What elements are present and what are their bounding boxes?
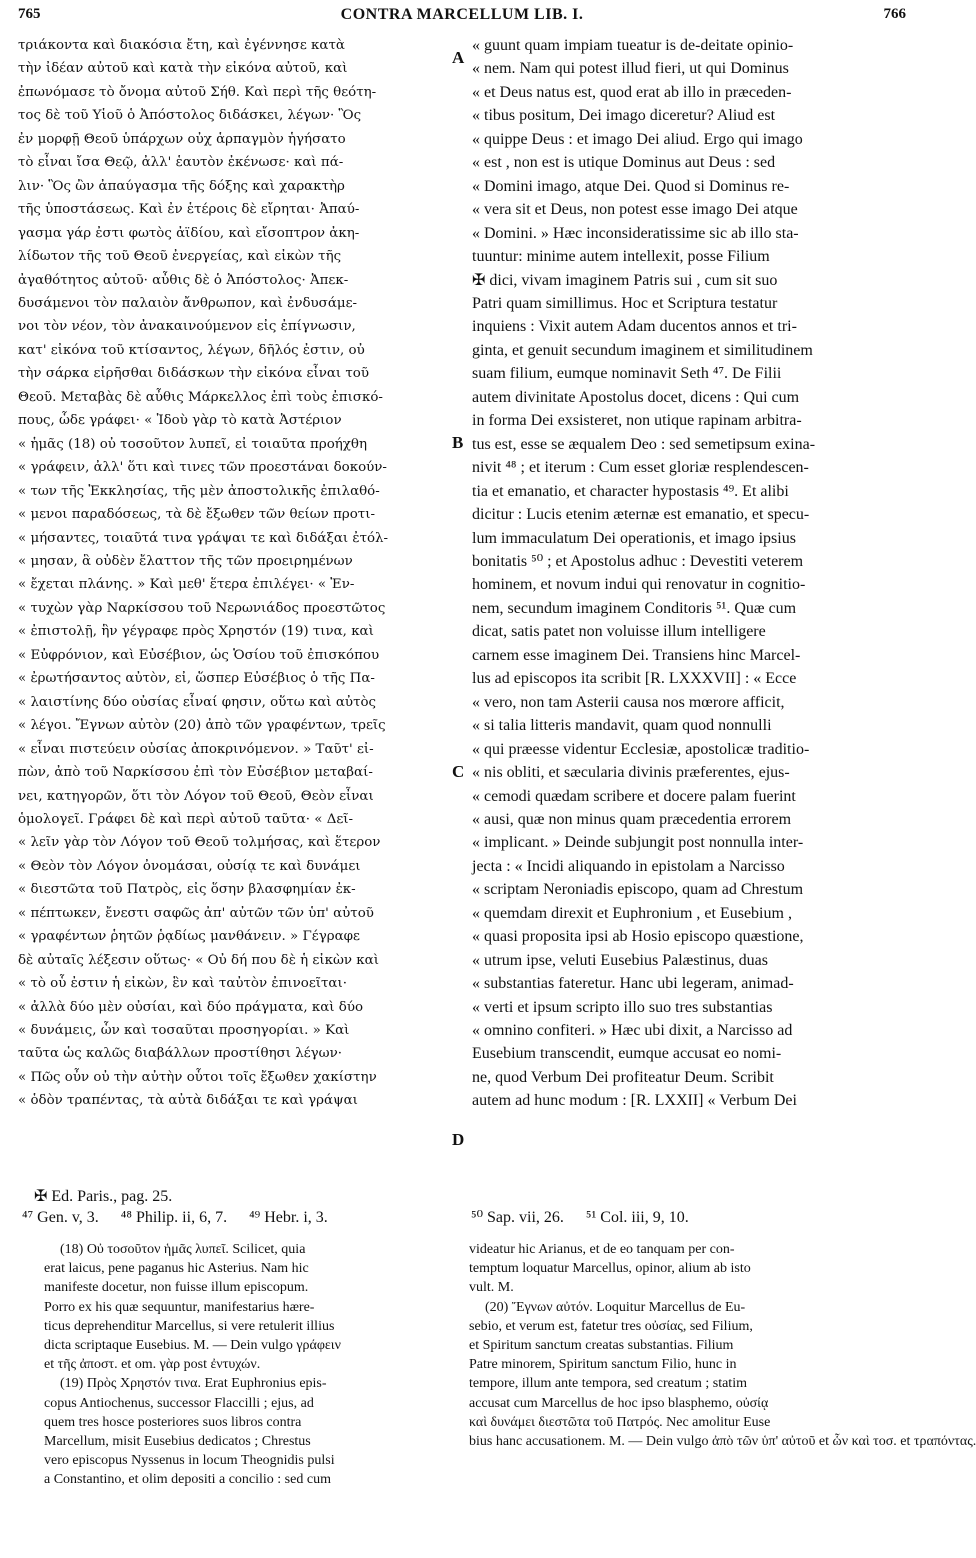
- note-line: accusat cum Marcellus de hoc ipso blasphemo, οὐσίᾳ: [469, 1395, 769, 1411]
- text-line: « ἀλλὰ δύο μὲν οὐσίαι, καὶ δύο πράγματα, καὶ δύο: [18, 999, 364, 1015]
- note-line: (18) Οὐ τοσοῦτον ἡμᾶς λυπεῖ. Scilicet, quia: [60, 1242, 306, 1257]
- text-line: « Πῶς οὖν οὐ τὴν αὐτὴν οὗτοι τοῖς ἔξωθεν χακίστην: [18, 1069, 377, 1085]
- note-line: erat laicus, pene paganus hic Asterius. Nam hic: [44, 1261, 309, 1277]
- text-line: « Θεὸν τὸν Λόγον ὀνομάσαι, οὐσίᾳ τε καὶ δυνάμει: [18, 858, 361, 874]
- text-line: ἐπωνόμασε τὸ ὄνομα αὐτοῦ Σήθ. Καὶ περὶ τῆς θεότη-: [18, 84, 377, 100]
- text-line: « nis obliti, et sæcularia divinis præferentes, ejus-: [472, 764, 790, 782]
- note-line: dicta scriptaque Eusebius. M. — Dein vulgo γράφειν: [44, 1338, 341, 1354]
- text-line: tus est, esse se æqualem Deo : sed semetipsum exina-: [472, 435, 816, 453]
- text-line: « tibus positum, Dei imago diceretur? Aliud est: [472, 107, 776, 125]
- text-line: « est , non est is utique Dominus aut Deus : sed: [472, 154, 776, 172]
- text-line: « πέπτωκεν, ἔνεστι σαφῶς ἀπ' αὐτῶν τῶν ὑπ' αὐτοῦ: [18, 905, 374, 921]
- note-line: tempore, illum ante tempora, sed creatum ; statim: [469, 1376, 747, 1392]
- text-line: suam filium, eumque nominavit Seth ⁴⁷. De Filii: [472, 365, 782, 383]
- text-line: ginta, et genuit secundum imaginem et similitudinem: [472, 341, 813, 359]
- note-line: copus Antiochenus, successor Flaccilli ; ejus, ad: [44, 1395, 314, 1411]
- text-line: « των τῆς Ἐκκλησίας, τῆς μὲν ἀποστολικῆς ἐπιλαθό-: [18, 483, 380, 499]
- text-line: ✠ dici, vivam imaginem Patris sui , cum sit suo: [472, 271, 778, 289]
- text-line: « λεῖν γὰρ τὸν Λόγον τοῦ Θεοῦ τολμήσας, καὶ ἕτερον: [18, 835, 381, 851]
- text-line: « quasi proposita ipsi ab Hosio episcopo quæstione,: [472, 928, 804, 946]
- text-line: νει, κατηγορῶν, ὅτι τὸν Λόγον τοῦ Θεοῦ, Θεὸν εἶναι: [18, 788, 374, 804]
- text-line: Patri quam simillimus. Hoc et Scriptura testatur: [472, 294, 778, 312]
- scripture-ref: ⁴⁹ Hebr. i, 3.: [249, 1209, 328, 1226]
- text-line: « quemdam direxit et Euphronium , et Eusebium ,: [472, 904, 792, 922]
- text-line: « τὸ οὗ ἐστιν ἡ εἰκὼν, ἓν καὶ ταὐτὸν ἐπινοεῖται·: [18, 976, 347, 992]
- text-line: πὼν, ἀπὸ τοῦ Ναρκίσσου ἐπὶ τὸν Εὐσέβιον μεταβαί-: [18, 765, 373, 781]
- scripture-ref: ⁵⁰ Sap. vii, 26.: [471, 1209, 564, 1226]
- text-line: τος δὲ τοῦ Υἱοῦ ὁ Ἀπόστολος διδάσκει, λέγων· Ὃς: [18, 108, 362, 124]
- text-line: « λέγοι. Ἔγνων αὐτὸν (20) ἀπὸ τῶν γραφέντων, τρεῖς: [18, 718, 386, 734]
- text-line: « ἐπιστολῇ, ἣν γέγραφε πρὸς Χρηστόν (19) τινα, καὶ: [18, 624, 374, 640]
- text-line: τὴν ἰδέαν αὐτοῦ καὶ κατὰ τὴν εἰκόνα αὐτοῦ, καὶ: [18, 61, 348, 77]
- scripture-ref: ⁴⁷ Gen. v, 3.: [22, 1209, 99, 1226]
- text-line: « Domini. » Hæc inconsideratissime sic ab illo sta-: [472, 224, 799, 242]
- footnotes-left: [44, 1240, 456, 1490]
- footnotes-right: [469, 1240, 976, 1451]
- margin-letter-b: B: [452, 433, 464, 452]
- text-line: « si talia litteris mandavit, quam quod nonnulli: [472, 717, 772, 735]
- page-number-right: 766: [883, 6, 906, 22]
- text-line: « γράφειν, ἀλλ' ὅτι καὶ τινες τῶν προεστάναι δοκούν-: [18, 460, 387, 476]
- text-line: dicitur : Lucis etenim æternæ est emanatio, et specu-: [472, 506, 810, 524]
- text-line: πους, ὧδε γράφει· « Ἰδοὺ γὰρ τὸ κατὰ Ἀστέριον: [18, 413, 342, 429]
- running-title: CONTRA MARCELLUM LIB. I.: [340, 6, 584, 23]
- margin-letter-c: C: [452, 762, 465, 781]
- text-line: ὁμολογεῖ. Γράφει δὲ καὶ περὶ αὐτοῦ ταῦτα· « Δεῖ-: [18, 811, 354, 827]
- text-line: κατ' εἰκόνα τοῦ κτίσαντος, λέγων, δῆλός ἐστιν, οὐ: [18, 342, 365, 358]
- text-line: νοι τὸν νέον, τὸν ἀνακαινούμενον εἰς ἐπίγνωσιν,: [18, 319, 356, 335]
- text-line: « quippe Deus : et imago Dei aliud. Ergo qui imago: [472, 130, 803, 148]
- text-line: τριάκοντα καὶ διακόσια ἔτη, καὶ ἐγέννησε κατὰ: [18, 38, 345, 53]
- running-header: [18, 6, 906, 30]
- scripture-references: [22, 1207, 904, 1228]
- text-line: autem ad hunc modum : [R. LXXII] « Verbum Dei: [472, 1092, 797, 1110]
- text-line: « omnino confiteri. » Hæc ubi dixit, a Narcisso ad: [472, 1022, 793, 1040]
- note-line: temptum loquatur Marcellus, opinor, alium ab isto: [469, 1261, 751, 1277]
- text-line: « ἔχεται πλάνης. » Καὶ μεθ' ἕτερα ἐπιλέγει· « Ἐν-: [18, 577, 355, 593]
- text-line: Θεοῦ. Μεταβὰς δὲ αὖθις Μάρκελλος ἐπὶ τοὺς ἐπισκό-: [18, 389, 383, 405]
- text-line: « ausi, quæ non minus quam præcedentia errorem: [472, 810, 792, 828]
- text-line: « scriptam Neroniadis episcopo, quam ad Chrestum: [472, 881, 804, 899]
- text-line: tuuntur: minime autem intellexit, posse Filium: [472, 248, 770, 266]
- text-line: « nem. Nam qui potest illud fieri, ut qui Dominus: [472, 60, 789, 78]
- text-line: Eusebium transcendit, eumque accusat eo nomi-: [472, 1045, 782, 1063]
- text-line: « διεστῶτα τοῦ Πατρὸς, εἰς ὅσην βλασφημίαν ἐκ-: [18, 882, 356, 898]
- note-line: καὶ δυνάμει διεστῶτα τοῦ Πατρός. Nec amolitur Euse: [469, 1414, 771, 1430]
- text-line: dicat, satis patet non voluisse illum intelligere: [472, 623, 766, 641]
- note-line: manifeste docetur, non fuisse illum episcopum.: [44, 1280, 309, 1296]
- note-line: bius hanc accusationem. M. — Dein vulgo ἀπὸ τῶν ὑπ' αὐτοῦ et ὧν καὶ τοσ. et τραπόντας.: [469, 1434, 976, 1450]
- note-line: Porro ex his quæ sequuntur, manifestarius hære-: [44, 1299, 315, 1315]
- text-line: « γραφέντων ῥητῶν ῥᾳδίως μανθάνειν. » Γέγραφε: [18, 929, 360, 945]
- text-line: lus ad episcopos ita scribit [R. LXXXVII] : « Ecce: [472, 670, 797, 688]
- text-line: « vera sit et Deus, non potest esse imago Dei atque: [472, 201, 798, 219]
- text-line: « εἶναι πιστεύειν οὐσίας ἀποκρινόμενον. » Ταῦτ' εἰ-: [18, 741, 374, 757]
- text-line: « μενοι παραδόσεως, τὰ δὲ ἔξωθεν τῶν θείων προτι-: [18, 507, 375, 523]
- text-line: lum immaculatum Dei operationis, et imago ipsius: [472, 529, 796, 547]
- text-line: γασμα γάρ ἐστι φωτὸς ἀϊδίου, καὶ εἴσοπτρον ἀκη-: [18, 225, 360, 241]
- text-line: hominem, et novum indui qui renovatur in cognitio-: [472, 576, 806, 594]
- text-line: « λαιστίνης δύο οὐσίας εἶναί φησιν, οὕτω καὶ αὐτὸς: [18, 694, 377, 710]
- text-line: « μήσαντες, τοιαῦτά τινα γράψαι τε καὶ διδάξαι ἐτόλ-: [18, 530, 389, 546]
- text-line: « Εὐφρόνιον, καὶ Εὐσέβιον, ὡς Ὁσίου τοῦ ἐπισκόπου: [18, 647, 380, 663]
- text-line: autem divinitate Apostolus docet, dicens : Qui cum: [472, 388, 800, 406]
- text-line: « Domini imago, atque Dei. Quod si Dominus re-: [472, 177, 790, 195]
- text-line: λίδωτον τῆς τοῦ Θεοῦ ἐνεργείας, καὶ εἰκὼν τῆς: [18, 249, 342, 265]
- text-line: « vero, non tam Asterii causa nos mœrore afficit,: [472, 693, 785, 711]
- text-line: ταῦτα ὡς καλῶς διαβάλλων προστίθησι λέγων·: [18, 1046, 342, 1062]
- note-line: quem tres hosce posteriores suos libros contra: [44, 1414, 302, 1430]
- text-line: ne, quod Verbum Dei profiteatur Deum. Scribit: [472, 1068, 774, 1086]
- note-line: videatur hic Arianus, et de eo tanquam per con-: [469, 1242, 735, 1257]
- text-line: « substantias fateretur. Hanc ubi legeram, animad-: [472, 975, 794, 993]
- edition-note: ✠ Ed. Paris., pag. 25.: [34, 1188, 173, 1205]
- text-line: nem, secundum imaginem Conditoris ⁵¹. Quæ cum: [472, 599, 797, 617]
- note-line: (19) Πρὸς Χρηστόν τινα. Erat Euphronius epis-: [60, 1376, 327, 1392]
- page-number-left: 765: [18, 6, 41, 22]
- scripture-ref: ⁴⁸ Philip. ii, 6, 7.: [120, 1209, 228, 1226]
- text-line: « ὁδὸν τραπέντας, τὰ αὐτὰ διδάξαι τε καὶ γράψαι: [18, 1093, 358, 1109]
- reference-notes: [22, 1186, 904, 1228]
- text-line: τῆς ὑποστάσεως. Καὶ ἐν ἑτέροις δὲ εἴρηται· Ἀπαύ-: [18, 202, 360, 218]
- text-line: « ἡμᾶς (18) οὐ τοσοῦτον λυπεῖ, εἰ τοιαῦτα προήχθη: [18, 436, 367, 452]
- note-line: vult. M.: [469, 1280, 514, 1296]
- margin-letter-d: D: [452, 1130, 465, 1149]
- note-line: sebio, et verum est, fatetur tres οὐσίας, sed Filium,: [469, 1318, 753, 1334]
- note-line: vero episcopus Nyssenus in locum Theognidis pulsi: [44, 1453, 335, 1469]
- note-line: et τῆς ἀποστ. et om. γὰρ post ἐντυχών.: [44, 1357, 261, 1373]
- note-line: Patre minorem, Spiritum sanctum Filio, hunc in: [469, 1357, 737, 1373]
- note-line: ticus deprehenditur Marcellus, si vere retulerit illius: [44, 1318, 335, 1334]
- text-line: « utrum ipse, veluti Eusebius Palæstinus, duas: [472, 951, 768, 969]
- greek-column: [18, 34, 458, 1113]
- text-line: « et Deus natus est, quod erat ab illo in præceden-: [472, 83, 792, 101]
- text-line: ἀγαθότητος αὐτοῦ· αὖθις δὲ ὁ Ἀπόστολος· Ἀπεκ-: [18, 272, 349, 288]
- text-line: « ἐρωτήσαντος αὐτὸν, εἰ, ὥσπερ Εὐσέβιος ὁ τῆς Πα-: [18, 671, 375, 687]
- text-line: inquiens : Vixit autem Adam ducentos annos et tri-: [472, 318, 797, 336]
- text-line: « guunt quam impiam tueatur is de-deitate opinio-: [472, 37, 794, 54]
- margin-letter-a: A: [452, 48, 465, 67]
- note-line: et Spiritum sanctum creatas substantias. Filium: [469, 1338, 734, 1354]
- text-line: bonitatis ⁵⁰ ; et Apostolus adhuc : Devestiti veterem: [472, 552, 804, 570]
- text-line: λιν· Ὃς ὢν ἀπαύγασμα τῆς δόξης καὶ χαρακτὴρ: [18, 178, 345, 194]
- text-line: δὲ αὐταῖς λέξεσιν οὕτως· « Οὐ δή που δὲ ἡ εἰκὼν καὶ: [18, 952, 379, 968]
- text-line: δυσάμενοι τὸν παλαιὸν ἄνθρωπον, καὶ ἐνδυσάμε-: [18, 295, 358, 311]
- text-line: τὸ εἶναι ἴσα Θεῷ, ἀλλ' ἑαυτὸν ἐκένωσε· καὶ πά-: [18, 155, 344, 171]
- text-line: « verti et ipsum scripto illo suo tres substantias: [472, 998, 773, 1016]
- text-line: « τυχὼν γὰρ Ναρκίσσου τοῦ Νερωνιάδος προεστῶτος: [18, 600, 386, 616]
- text-line: in forma Dei exsisteret, non utique rapinam arbitra-: [472, 412, 802, 430]
- scripture-ref: ⁵¹ Col. iii, 9, 10.: [585, 1209, 689, 1226]
- text-line: « qui præesse videntur Ecclesiæ, apostolicæ traditio-: [472, 740, 810, 758]
- note-line: Marcellum, misit Eusebius dedicatos ; Chrestus: [44, 1434, 311, 1450]
- text-line: « implicant. » Deinde subjungit post nonnulla inter-: [472, 834, 804, 852]
- text-line: « cemodi quædam scribere et docere palam fuerint: [472, 787, 796, 805]
- text-line: ἐν μορφῇ Θεοῦ ὑπάρχων οὐχ ἁρπαγμὸν ἡγήσατο: [18, 131, 346, 147]
- text-line: nivit ⁴⁸ ; et iterum : Cum esset gloriæ resplendescen-: [472, 459, 809, 477]
- note-line: a Constantino, et olim depositi a concilio : sed cum: [44, 1472, 331, 1488]
- text-line: τὴν σάρκα εἰρῆσθαι διδάσκων τὴν εἰκόνα εἶναι τοῦ: [18, 366, 370, 382]
- latin-column: [472, 34, 900, 1113]
- text-line: « μησαν, ἃ οὐδὲν ἔλαττον τῆς τῶν προειρημένων: [18, 553, 353, 569]
- note-line: (20) Ἔγνων αὐτόν. Loquitur Marcellus de Eu-: [485, 1299, 746, 1315]
- text-line: carnem esse imaginem Dei. Transiens hinc Marcel-: [472, 646, 801, 664]
- text-line: « δυνάμεις, ὧν καὶ τοσαῦται προσηγορίαι. » Καὶ: [18, 1023, 350, 1039]
- text-line: jecta : « Incidi aliquando in epistolam a Narcisso: [472, 857, 785, 875]
- text-line: tia et emanatio, et character hypostasis ⁴⁹. Et alibi: [472, 482, 789, 500]
